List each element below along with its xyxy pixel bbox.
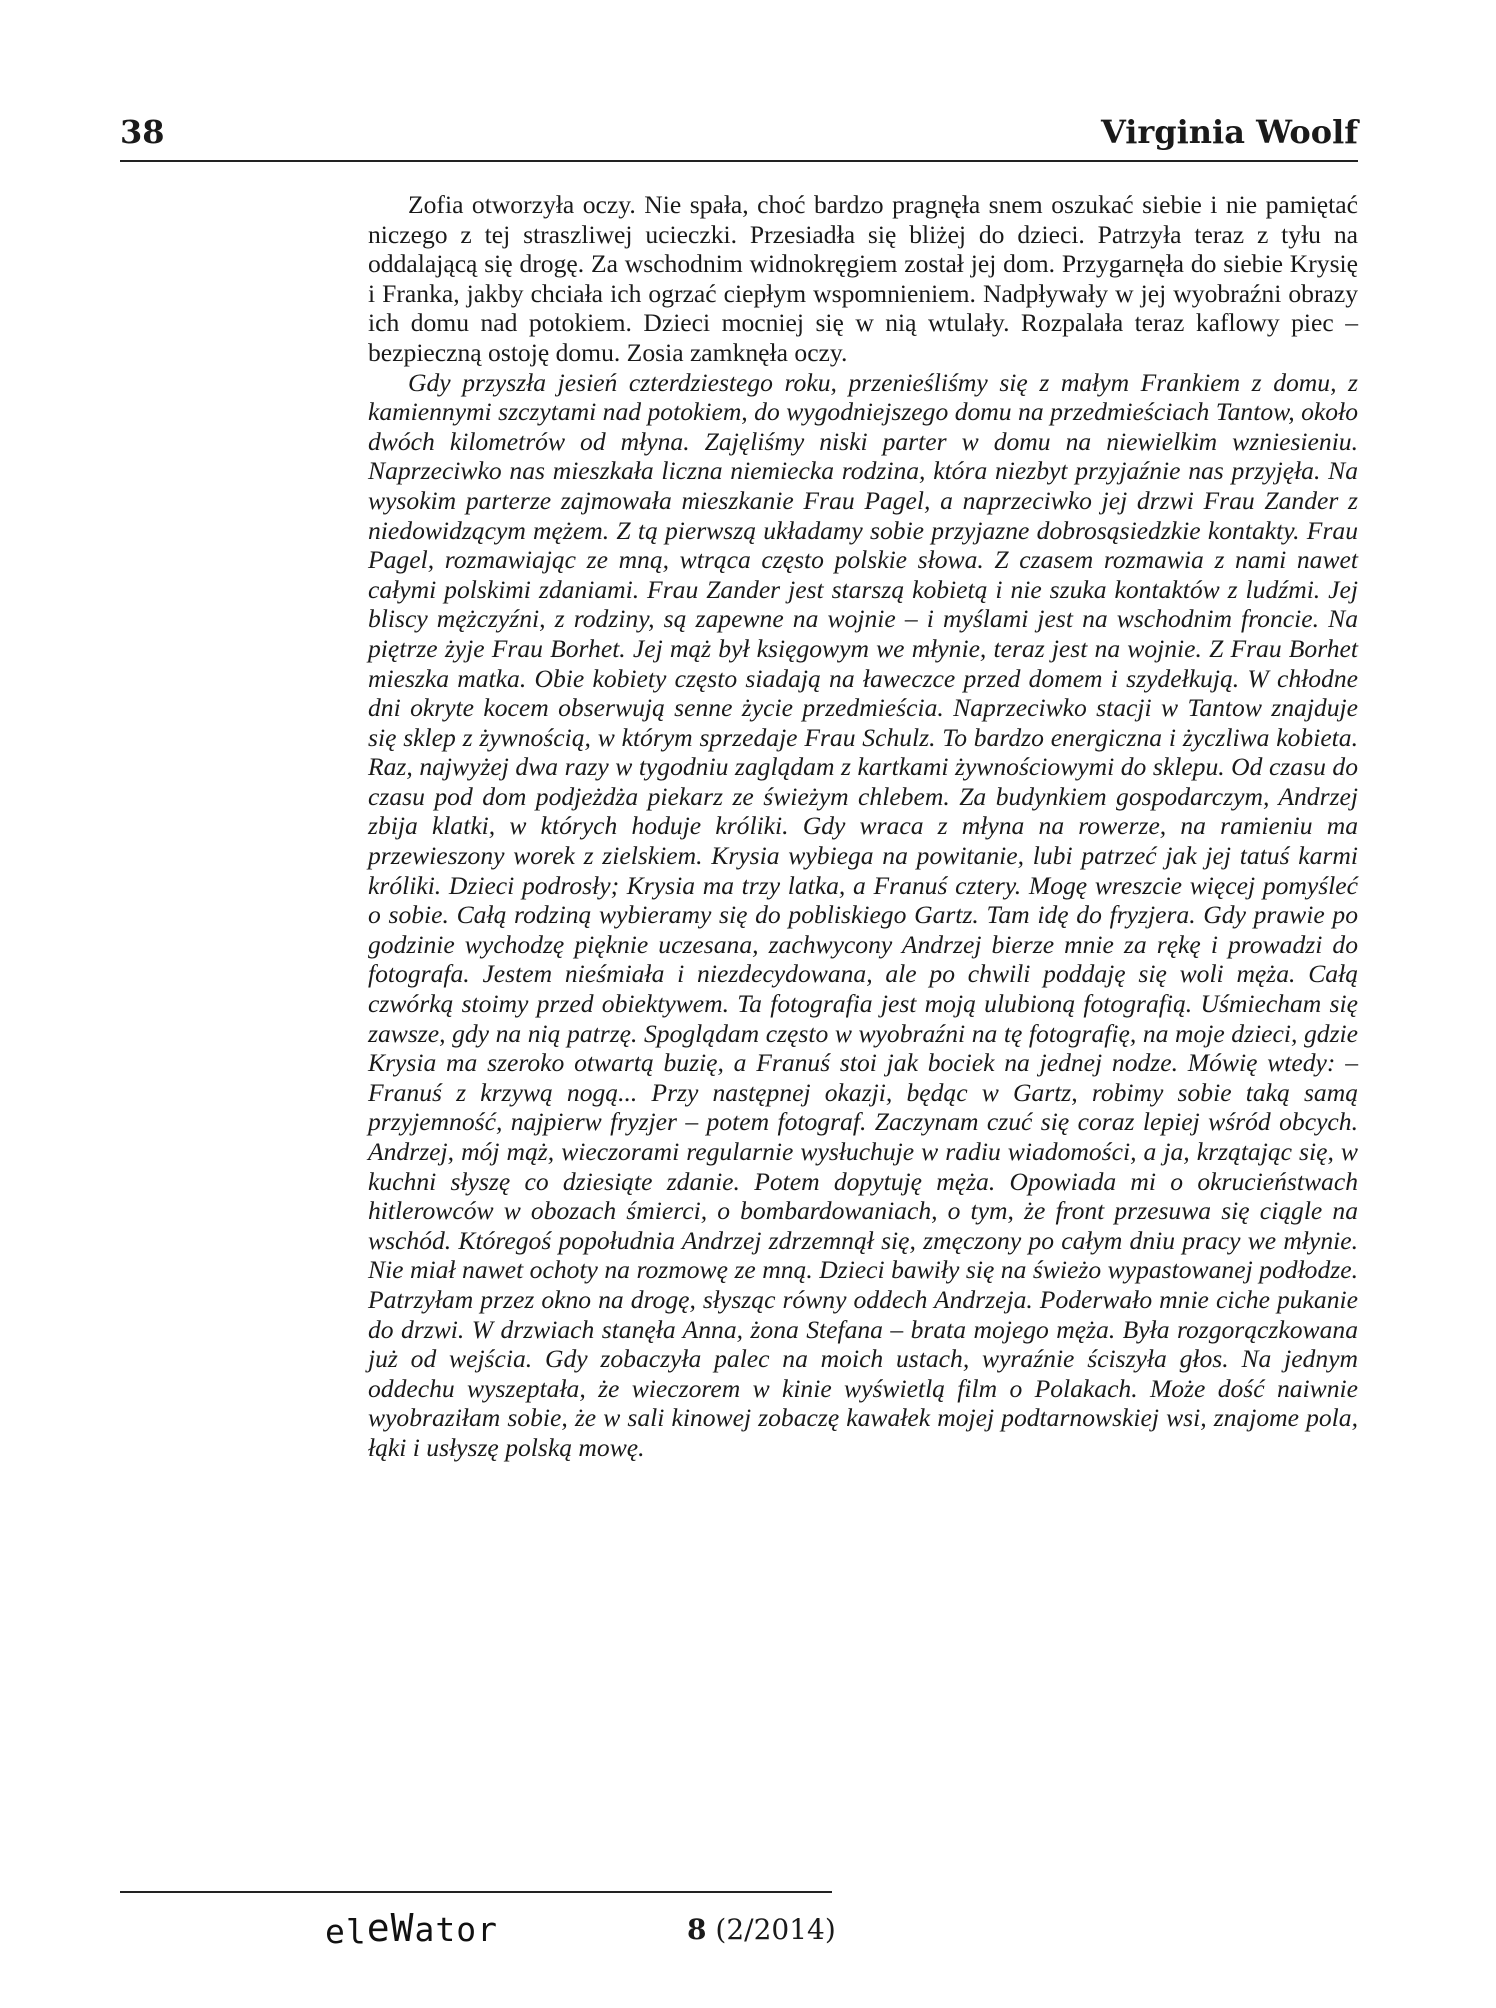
footer-rule: [120, 1891, 832, 1893]
paragraph-italic: Gdy przyszła jesień czterdziestego roku, przenieśliśmy się z małym Frankiem z domu, z kamiennymi szczytami nad potokiem, do wygodniejszego domu na przedmieściach Tantow, około dwóch kilometrów od młyna. Zajęliśmy niski parter w domu na niewielkim wzniesieniu. Naprzeciwko nas mieszkała liczna niemiecka rodzina, która niezbyt przyjaźnie nas przyjęła. Na wysokim parterze zajmowała mieszkanie Frau Pagel, a naprzeciwko jej drzwi Frau Zander z niedowidzącym mężem. Z tą pierwszą układamy sobie przyjazne dobrosąsiedzkie kontakty. Frau Pagel, rozmawiając ze mną, wtrąca często polskie słowa. Z czasem rozmawia z nami nawet całymi polskimi zdaniami. Frau Zander jest starszą kobietą i nie szuka kontaktów z ludźmi. Jej bliscy mężczyźni, z rodziny, są zapewne na wojnie – i myślami jest na wschodnim froncie. Na piętrze żyje Frau Borhet. Jej mąż był księgowym we młynie, teraz jest na wojnie. Z Frau Borhet mieszka matka. Obie kobiety często siadają na ławeczce przed domem i szydełkują. W chłodne dni okryte kocem obserwują senne życie przedmieścia. Naprzeciwko stacji w Tantow znajduje się sklep z żywnością, w którym sprzedaje Frau Schulz. To bardzo energiczna i życzliwa kobieta. Raz, najwyżej dwa razy w tygodniu zaglądam z kartkami żywnościowymi do sklepu. Od czasu do czasu pod dom podjeżdża piekarz ze świeżym chlebem. Za budynkiem gospodarczym, Andrzej zbija klatki, w których hoduje króliki. Gdy wraca z młyna na rowerze, na ramieniu ma przewieszony worek z zielskiem. Krysia wybiega na powitanie, lubi patrzeć jak jej tatuś karmi króliki. Dzieci podrosły; Krysia ma trzy latka, a Franuś cztery. Mogę wreszcie więcej pomyśleć o sobie. Całą rodziną wybieramy się do pobliskiego Gartz. Tam idę do fryzjera. Gdy prawie po godzinie wychodzę pięknie uczesana, zachwycony Andrzej bierze mnie za rękę i prowadzi do fotografa. Jestem nieśmiała i niezdecydowana, ale po chwili poddaję się woli męża. Całą czwórką stoimy przed obiektywem. Ta fotografia jest moją ulubioną fotografią. Uśmiecham się zawsze, gdy na nią patrzę. Spoglądam często w wyobraźni na tę fotografię, na moje dzieci, gdzie Krysia ma szeroko otwartą buzię, a Franuś stoi jak bociek na jednej nodze. Mówię wtedy: – Franuś z krzywą nogą... Przy następnej okazji, będąc w Gartz, robimy sobie taką samą przyjemność, najpierw fryzjer – potem fotograf. Zaczynam czuć się coraz lepiej wśród obcych. Andrzej, mój mąż, wieczorami regularnie wysłuchuje w radiu wiadomości, a ja, krzątając się, w kuchni słyszę co dziesiąte zdanie. Potem dopytuję męża. Opowiada mi o okrucieństwach hitlerowców w obozach śmierci, o bombardowaniach, o tym, że front przesuwa się ciągle na wschód. Któregoś popołudnia Andrzej zdrzemnął się, zmęczony po całym dniu pracy we młynie. Nie miał nawet ochoty na rozmowę ze mną. Dzieci bawiły się na świeżo wypastowanej podłodze. Patrzyłam przez okno na drogę, słysząc równy oddech Andrzeja. Poderwało mnie ciche pukanie do drzwi. W drzwiach stanęła Anna, żona Stefana – brata mojego męża. Była rozgorączkowana już od wejścia. Gdy zobaczyła palec na moich ustach, wyraźnie ściszyła głos. Na jednym oddechu wyszeptała, że wieczorem w kinie wyświetlą film o Polakach. Może dość naiwnie wyobraziłam sobie, że w sali kinowej zobaczę kawałek mojej podtarnowskiej wsi, znajome pola, łąki i usłyszę polską mowę.: [368, 367, 1358, 1462]
issue-number: 8: [687, 1913, 707, 1946]
issue-detail: (2/2014): [715, 1913, 836, 1946]
page-header: [120, 112, 1358, 162]
issue-label: [687, 1910, 836, 1950]
article-body: [368, 190, 1358, 1463]
running-title: Virginia Woolf: [1100, 113, 1358, 151]
magazine-logo: eleWator: [325, 1906, 498, 1951]
paragraph-upright: Zofia otworzyła oczy. Nie spała, choć bardzo pragnęła snem oszukać siebie i nie pamiętać niczego z tej straszliwej ucieczki. Przesiadła się bliżej do dzieci. Patrzyła teraz z tyłu na oddalającą się drogę. Za wschodnim widnokręgiem został jej dom. Przygarnęła do siebie Krysię i Franka, jakby chciała ich ogrzać ciepłym wspomnieniem. Nadpływały w jej wyobraźni obrazy ich domu nad potokiem. Dzieci mocniej się w nią wtulały. Rozpalała teraz kaflowy piec – bezpieczną ostoję domu. Zosia zamknęła oczy.: [368, 190, 1358, 367]
page-number: 38: [120, 113, 165, 151]
